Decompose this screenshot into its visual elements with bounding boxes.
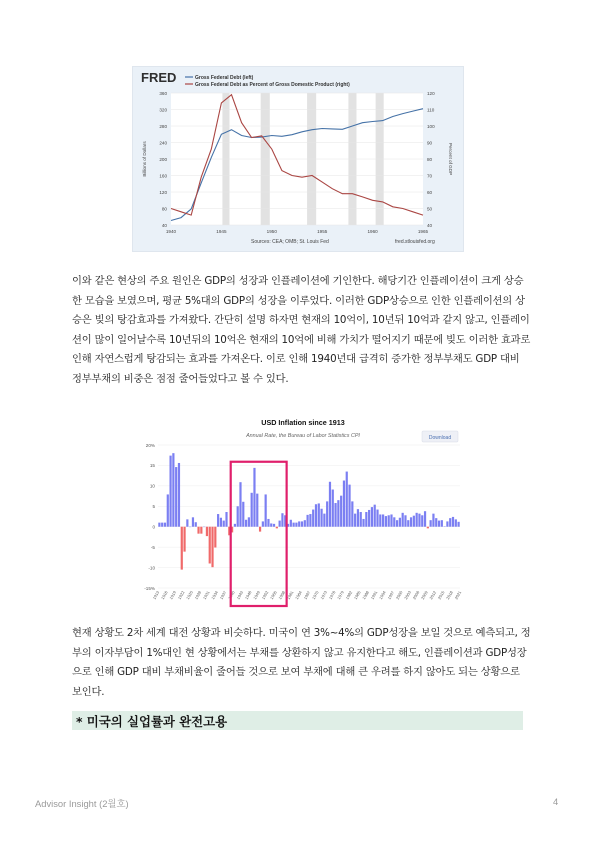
infl-y-tick-label: 20% [145, 442, 155, 448]
download-button[interactable] [422, 431, 458, 442]
inflation-bar-1961 [293, 523, 295, 527]
inflation-bar-1977 [337, 500, 339, 527]
fred-chart-svg [133, 67, 463, 251]
infl-x-tick-label: 2006 [411, 590, 421, 601]
inflation-bar-2019 [455, 519, 457, 526]
inflation-bar-1925 [192, 517, 194, 526]
inflation-bar-2013 [438, 521, 440, 527]
inflation-bar-1995 [388, 515, 390, 526]
fred-logo: FRED [141, 70, 177, 85]
infl-x-tick-label: 2015 [436, 590, 446, 601]
infl-y-tick-label: 10 [149, 483, 155, 489]
inflation-bar-1947 [253, 468, 255, 527]
left-tick-label: 320 [159, 107, 167, 113]
inflation-bar-1972 [323, 514, 325, 527]
inflation-bar-2001 [404, 515, 406, 526]
inflation-bar-1933 [214, 527, 216, 548]
left-tick-label: 80 [161, 206, 167, 212]
right-tick-label: 80 [427, 156, 433, 162]
inflation-bar-1934 [217, 514, 219, 527]
inflation-bar-2005 [416, 513, 418, 527]
left-tick-label: 40 [161, 222, 167, 228]
right-tick-label: 60 [427, 189, 433, 195]
inflation-bar-1936 [223, 521, 225, 527]
infl-x-tick-label: 2009 [419, 590, 429, 601]
inflation-bar-1962 [295, 523, 297, 527]
inflation-bar-1949 [259, 527, 261, 532]
inflation-bar-1981 [348, 485, 350, 527]
infl-x-tick-label: 1958 [277, 590, 287, 601]
inflation-bar-1942 [239, 482, 241, 527]
infl-x-tick-label: 1946 [243, 590, 253, 601]
right-tick-label: 90 [427, 140, 433, 146]
infl-x-tick-label: 1994 [377, 590, 387, 601]
infl-x-tick-label: 2021 [453, 590, 463, 601]
inflation-bar-1978 [340, 496, 342, 527]
left-tick-label: 120 [159, 189, 167, 195]
footer-title: Advisor Insight (2월호) [35, 798, 129, 809]
infl-x-tick-label: 1985 [352, 590, 362, 601]
right-tick-label: 70 [427, 173, 433, 179]
inflation-bar-1992 [379, 514, 381, 526]
inflation-bar-1969 [315, 504, 317, 526]
infl-y-tick-label: -5 [150, 544, 155, 550]
inflation-chart-subtitle: Annual Rate, the Bureau of Labor Statistics CPI [246, 433, 360, 439]
inflation-bar-1980 [346, 472, 348, 527]
inflation-bar-1990 [374, 505, 376, 527]
infl-x-tick-label: 1991 [369, 590, 379, 601]
inflation-bar-1994 [385, 516, 387, 527]
inflation-bar-1996 [390, 514, 392, 526]
inflation-bar-1966 [307, 515, 309, 527]
right-axis-label: Percent of GDP [448, 142, 453, 176]
infl-y-tick-label: 5 [152, 504, 155, 510]
inflation-bar-1964 [301, 521, 303, 526]
x-tick-label: 1965 [417, 229, 429, 234]
inflation-bars [158, 453, 459, 569]
inflation-bar-2017 [449, 518, 451, 527]
inflation-bar-1923 [186, 519, 188, 526]
infl-x-tick-label: 1949 [252, 590, 261, 601]
fred-source: Sources: CEA; OMB; St. Louis Fed [251, 239, 329, 245]
inflation-bar-1974 [329, 482, 331, 527]
infl-x-tick-label: 1943 [235, 590, 245, 601]
inflation-bar-1941 [237, 506, 239, 526]
x-tick-label: 1945 [216, 229, 227, 234]
infl-x-tick-label: 1937 [218, 590, 228, 601]
left-tick-label: 280 [159, 123, 167, 129]
x-tick-label: 1940 [165, 229, 177, 234]
infl-x-tick-label: 2018 [445, 590, 454, 601]
fred-legend [185, 75, 350, 88]
infl-x-tick-label: 1982 [344, 590, 354, 601]
inflation-bar-1921 [181, 527, 183, 570]
inflation-y-ticks [144, 443, 155, 591]
inflation-bar-2014 [441, 520, 443, 527]
inflation-bar-1986 [362, 519, 364, 527]
section-heading: * 미국의 실업률과 완전고용 [76, 714, 228, 729]
infl-x-tick-label: 2003 [403, 590, 412, 601]
inflation-chart-title: USD Inflation since 1913 [261, 418, 345, 427]
inflation-bar-2002 [407, 520, 409, 527]
infl-x-tick-label: 1967 [302, 590, 312, 601]
infl-x-tick-label: 1970 [310, 590, 320, 601]
inflation-bar-1985 [360, 512, 362, 527]
inflation-bar-2012 [435, 518, 437, 527]
left-tick-label: 360 [159, 90, 167, 96]
inflation-bar-1953 [270, 523, 272, 526]
inflation-bar-2000 [402, 513, 404, 527]
section-heading-bar [72, 711, 523, 730]
infl-x-tick-label: 1928 [193, 590, 203, 601]
body-paragraph-2: 현재 상황도 2차 세계 대전 상황과 비슷하다. 미국이 연 3%~4%의 GDP성장을 보일 것으로 예측되고, 정부의 이자부담이 1%대인 현 상황에서는 부채를 상환하지 않고 유지한다고 해도, 인플레이션과 GDP성장으로 인해 GDP 대비 부채비율이 줄어들 것으로 보여 부채에 대해 큰 우려를 하지 않아도 되는 상황으로 보인다. [72, 627, 531, 698]
inflation-bar-1917 [169, 456, 171, 527]
inflation-bar-1989 [371, 507, 373, 527]
inflation-bar-1952 [267, 519, 269, 527]
inflation-bar-1971 [320, 509, 322, 527]
infl-x-tick-label: 1925 [185, 590, 194, 601]
inflation-bar-1973 [326, 501, 328, 526]
inflation-bar-1983 [354, 514, 356, 527]
infl-x-tick-label: 2000 [394, 590, 404, 601]
inflation-bar-1997 [393, 517, 395, 526]
left-axis-label: Billions of Dollars [142, 141, 147, 177]
inflation-bar-1913 [158, 523, 160, 527]
inflation-bar-2010 [430, 520, 432, 527]
left-tick-label: 240 [159, 140, 167, 146]
inflation-bar-2007 [421, 515, 423, 526]
inflation-bar-2003 [410, 517, 412, 526]
inflation-bar-1951 [265, 494, 267, 526]
inflation-bar-1999 [399, 518, 401, 527]
inflation-bar-1932 [211, 527, 213, 567]
inflation-bar-1991 [376, 510, 378, 527]
inflation-bar-1963 [298, 521, 300, 526]
inflation-bar-1919 [175, 467, 177, 527]
inflation-bar-1968 [312, 510, 314, 527]
inflation-bar-1954 [273, 524, 275, 527]
inflation-bar-2006 [418, 514, 420, 527]
left-axis-ticks [159, 91, 167, 228]
inflation-bar-1915 [164, 523, 166, 527]
inflation-bar-1944 [245, 520, 247, 527]
fred-federal-debt-chart [132, 66, 464, 252]
inflation-bar-1935 [220, 518, 222, 527]
infl-x-tick-label: 1955 [268, 590, 278, 601]
inflation-bar-1987 [365, 512, 367, 527]
right-tick-label: 50 [427, 206, 433, 212]
inflation-bar-2018 [452, 517, 454, 527]
inflation-bar-1916 [167, 494, 169, 526]
inflation-bar-2011 [432, 514, 434, 527]
inflation-bar-2009 [427, 527, 429, 529]
inflation-bar-1993 [382, 514, 384, 526]
legend-label-pct: Gross Federal Debt as Percent of Gross Domestic Product (right) [195, 82, 350, 88]
inflation-bar-2008 [424, 511, 426, 527]
usd-inflation-chart [138, 412, 468, 608]
inflation-bar-1960 [290, 520, 292, 527]
inflation-bar-1922 [183, 527, 185, 552]
inflation-bar-1967 [309, 514, 311, 527]
inflation-bar-1943 [242, 502, 244, 527]
inflation-bar-1946 [251, 493, 253, 527]
inflation-bar-1948 [256, 494, 258, 527]
inflation-bar-1930 [206, 527, 208, 536]
infl-y-tick-label: -15% [144, 585, 155, 591]
infl-x-tick-label: 1922 [176, 590, 186, 601]
infl-x-tick-label: 1964 [294, 590, 303, 601]
infl-y-tick-label: 0 [152, 524, 155, 530]
right-tick-label: 40 [427, 222, 433, 228]
left-tick-label: 160 [159, 173, 167, 179]
legend-label-debt: Gross Federal Debt (left) [195, 75, 254, 81]
infl-x-tick-label: 1934 [210, 590, 219, 601]
left-tick-label: 200 [159, 156, 167, 162]
inflation-bar-2020 [458, 522, 460, 527]
infl-x-tick-label: 1952 [260, 590, 270, 601]
inflation-bar-1988 [368, 510, 370, 527]
infl-x-tick-label: 1919 [168, 590, 178, 601]
infl-x-tick-label: 2012 [428, 590, 438, 601]
inflation-bar-1914 [161, 523, 163, 527]
highlight-box [231, 462, 287, 606]
inflation-bar-2016 [446, 521, 448, 526]
right-tick-label: 120 [427, 90, 435, 96]
infl-x-tick-label: 1940 [226, 590, 236, 601]
infl-x-tick-label: 1961 [285, 590, 295, 601]
inflation-bar-1918 [172, 453, 174, 527]
inflation-chart-svg [138, 412, 468, 608]
infl-x-tick-label: 1913 [151, 590, 161, 601]
inflation-bar-1965 [304, 520, 306, 527]
infl-x-tick-label: 1979 [336, 590, 345, 601]
infl-x-tick-label: 1931 [201, 590, 211, 601]
inflation-bar-1998 [396, 520, 398, 527]
inflation-x-ticks [151, 589, 462, 600]
x-axis-ticks [166, 229, 429, 234]
inflation-bar-1982 [351, 501, 353, 526]
inflation-bar-1976 [334, 503, 336, 527]
inflation-bar-1970 [318, 503, 320, 526]
inflation-bar-2004 [413, 516, 415, 527]
infl-x-tick-label: 1997 [386, 590, 396, 601]
right-axis-ticks [427, 91, 435, 228]
inflation-bar-1975 [332, 490, 334, 527]
inflation-bar-1984 [357, 509, 359, 527]
infl-x-tick-label: 1988 [361, 590, 370, 601]
infl-y-tick-label: -10 [148, 565, 155, 571]
inflation-bar-1931 [209, 527, 211, 564]
inflation-bar-1928 [200, 527, 202, 534]
page-number: 4 [553, 796, 559, 807]
body-paragraph-1: 이와 같은 현상의 주요 원인은 GDP의 성장과 인플레이션에 기인한다. 해당기간 인플레이션이 크게 상승한 모습을 보였으며, 평균 5%대의 GDP의 성장을 이루었다. 이러한 GDP상승으로 인한 인플레이션의 상승은 빚의 탕감효과를 가져왔다. 간단히 설명 하자면 현재의 10억이, 10년뒤 10억과 같지 않고, 인플레이션이 많이 일어날수록 10년뒤의 10억은 현재의 10억에 비해 가치가 떨어지기 때문에 빚도 이러한 효과로 인해 자연스럽게 탕감되는 효과를 가져온다. 이로 인해 1940년대 급격히 증가한 정부부채도 GDP 대비 정부부채의 비중은 점점 줄어들었다고 볼 수 있다. [72, 275, 531, 385]
x-tick-label: 1960 [367, 229, 378, 234]
right-tick-label: 110 [427, 107, 435, 113]
inflation-bar-1940 [234, 524, 236, 527]
x-tick-label: 1950 [266, 229, 277, 234]
infl-x-tick-label: 1916 [159, 590, 169, 601]
inflation-bar-1979 [343, 481, 345, 527]
inflation-bar-1945 [248, 517, 250, 526]
inflation-bar-1927 [197, 527, 199, 534]
download-button-label: Download [428, 435, 452, 441]
inflation-bar-1957 [281, 513, 283, 526]
infl-x-tick-label: 1973 [319, 590, 329, 601]
inflation-bar-1926 [195, 522, 197, 526]
right-tick-label: 100 [427, 123, 435, 129]
inflation-bar-1956 [279, 521, 281, 527]
inflation-bar-1950 [262, 521, 264, 526]
x-tick-label: 1955 [317, 229, 328, 234]
fred-site: fred.stlouisfed.org [395, 239, 435, 245]
inflation-bar-1937 [225, 512, 227, 527]
infl-x-tick-label: 1976 [327, 590, 337, 601]
inflation-bar-1920 [178, 463, 180, 527]
infl-y-tick-label: 15 [149, 463, 155, 469]
inflation-bar-1955 [276, 527, 278, 529]
